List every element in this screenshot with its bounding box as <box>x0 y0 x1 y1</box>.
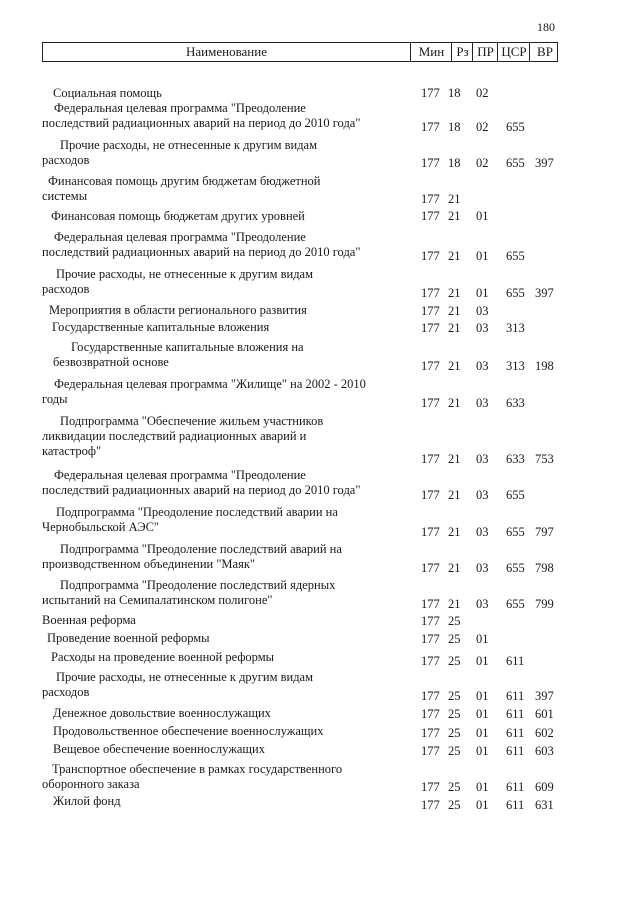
cell-pr: 01 <box>476 744 489 758</box>
row-name: Продовольственное обеспечение военнослужащих <box>53 724 324 738</box>
cell-pr: 03 <box>476 359 489 373</box>
cell-min: 177 <box>421 744 440 758</box>
cell-pr: 03 <box>476 488 489 502</box>
table-header <box>42 42 558 62</box>
cell-min: 177 <box>421 597 440 611</box>
cell-vr: 397 <box>535 689 554 703</box>
cell-pr: 01 <box>476 654 489 668</box>
cell-csr: 655 <box>506 156 525 170</box>
header-csr: ЦСР <box>497 43 530 61</box>
cell-csr: 313 <box>506 359 525 373</box>
cell-vr: 601 <box>535 707 554 721</box>
cell-rz: 18 <box>448 156 461 170</box>
cell-csr: 611 <box>506 780 525 794</box>
cell-csr: 611 <box>506 654 525 668</box>
cell-min: 177 <box>421 726 440 740</box>
cell-csr: 655 <box>506 561 525 575</box>
cell-rz: 21 <box>448 561 461 575</box>
cell-csr: 655 <box>506 525 525 539</box>
cell-vr: 799 <box>535 597 554 611</box>
cell-pr: 01 <box>476 798 489 812</box>
cell-min: 177 <box>421 798 440 812</box>
cell-min: 177 <box>421 780 440 794</box>
cell-min: 177 <box>421 120 440 134</box>
row-name: Мероприятия в области регионального развития <box>49 303 307 317</box>
cell-rz: 21 <box>448 192 461 206</box>
cell-csr: 655 <box>506 488 525 502</box>
cell-min: 177 <box>421 249 440 263</box>
cell-pr: 02 <box>476 156 489 170</box>
cell-rz: 21 <box>448 525 461 539</box>
cell-csr: 611 <box>506 726 525 740</box>
cell-rz: 25 <box>448 707 461 721</box>
cell-rz: 21 <box>448 396 461 410</box>
cell-vr: 397 <box>535 286 554 300</box>
cell-csr: 655 <box>506 597 525 611</box>
cell-csr: 313 <box>506 321 525 335</box>
cell-min: 177 <box>421 707 440 721</box>
cell-pr: 01 <box>476 286 489 300</box>
row-name: Прочие расходы, не отнесенные к другим видам расходов <box>42 670 314 699</box>
cell-pr: 03 <box>476 597 489 611</box>
cell-min: 177 <box>421 321 440 335</box>
cell-rz: 18 <box>448 120 461 134</box>
cell-csr: 633 <box>506 396 525 410</box>
header-name: Наименование <box>186 44 267 59</box>
cell-pr: 03 <box>476 561 489 575</box>
header-min: Мин <box>410 43 452 61</box>
row-name: Проведение военной реформы <box>47 631 210 645</box>
header-vr: ВР <box>529 43 560 61</box>
row-name: Социальная помощь <box>53 86 162 100</box>
cell-csr: 633 <box>506 452 525 466</box>
cell-min: 177 <box>421 561 440 575</box>
cell-vr: 198 <box>535 359 554 373</box>
cell-vr: 798 <box>535 561 554 575</box>
cell-csr: 611 <box>506 744 525 758</box>
cell-rz: 25 <box>448 780 461 794</box>
cell-rz: 25 <box>448 744 461 758</box>
cell-pr: 03 <box>476 321 489 335</box>
cell-rz: 21 <box>448 321 461 335</box>
cell-min: 177 <box>421 192 440 206</box>
row-name: Финансовая помощь другим бюджетам бюджетной системы <box>42 174 321 203</box>
row-name: Подпрограмма "Преодоление последствий ядерных испытаний на Семипалатинском полигоне" <box>42 578 336 607</box>
cell-vr: 797 <box>535 525 554 539</box>
cell-pr: 01 <box>476 632 489 646</box>
cell-min: 177 <box>421 525 440 539</box>
row-name: Денежное довольствие военнослужащих <box>53 706 271 720</box>
row-name: Вещевое обеспечение военнослужащих <box>53 742 265 756</box>
cell-rz: 18 <box>448 86 461 100</box>
cell-vr: 631 <box>535 798 554 812</box>
cell-rz: 25 <box>448 614 461 628</box>
cell-csr: 655 <box>506 120 525 134</box>
row-name: Прочие расходы, не отнесенные к другим видам расходов <box>42 267 314 296</box>
cell-csr: 655 <box>506 286 525 300</box>
row-name: Федеральная целевая программа "Преодоление последствий радиационных аварий на период до 2010 года" <box>42 230 361 259</box>
cell-vr: 397 <box>535 156 554 170</box>
cell-min: 177 <box>421 614 440 628</box>
cell-rz: 21 <box>448 286 461 300</box>
cell-rz: 21 <box>448 452 461 466</box>
row-name: Жилой фонд <box>53 794 121 808</box>
cell-min: 177 <box>421 209 440 223</box>
row-name: Федеральная целевая программа "Преодоление последствий радиационных аварий на период до 2010 года" <box>42 101 361 130</box>
cell-csr: 655 <box>506 249 525 263</box>
page-number: 180 <box>537 20 555 34</box>
cell-pr: 01 <box>476 249 489 263</box>
cell-pr: 01 <box>476 780 489 794</box>
cell-pr: 03 <box>476 525 489 539</box>
row-name: Государственные капитальные вложения на безвозвратной основе <box>53 340 304 369</box>
row-name: Федеральная целевая программа "Жилище" на 2002 - 2010 годы <box>42 377 366 406</box>
cell-rz: 21 <box>448 249 461 263</box>
cell-min: 177 <box>421 452 440 466</box>
row-name: Подпрограмма "Преодоление последствий аварий на производственном объединении "Маяк" <box>42 542 342 571</box>
cell-pr: 03 <box>476 452 489 466</box>
cell-pr: 02 <box>476 120 489 134</box>
row-name: Подпрограмма "Обеспечение жильем участников ликвидации последствий радиационных аварий и катастроф" <box>42 414 324 458</box>
cell-pr: 03 <box>476 304 489 318</box>
cell-vr: 602 <box>535 726 554 740</box>
cell-pr: 01 <box>476 726 489 740</box>
cell-rz: 21 <box>448 359 461 373</box>
cell-vr: 753 <box>535 452 554 466</box>
cell-rz: 21 <box>448 488 461 502</box>
cell-min: 177 <box>421 654 440 668</box>
row-name: Государственные капитальные вложения <box>52 320 270 334</box>
cell-rz: 25 <box>448 726 461 740</box>
cell-min: 177 <box>421 286 440 300</box>
cell-pr: 01 <box>476 689 489 703</box>
cell-vr: 603 <box>535 744 554 758</box>
cell-min: 177 <box>421 488 440 502</box>
cell-csr: 611 <box>506 689 525 703</box>
row-name: Подпрограмма "Преодоление последствий аварии на Чернобыльской АЭС" <box>42 505 338 534</box>
row-name: Прочие расходы, не отнесенные к другим видам расходов <box>42 138 318 167</box>
cell-vr: 609 <box>535 780 554 794</box>
cell-rz: 25 <box>448 798 461 812</box>
cell-pr: 03 <box>476 396 489 410</box>
cell-rz: 25 <box>448 654 461 668</box>
cell-rz: 25 <box>448 632 461 646</box>
row-name: Транспортное обеспечение в рамках государственного оборонного заказа <box>42 762 343 791</box>
cell-pr: 01 <box>476 707 489 721</box>
row-name: Финансовая помощь бюджетам других уровней <box>51 209 305 223</box>
cell-csr: 611 <box>506 707 525 721</box>
cell-min: 177 <box>421 156 440 170</box>
cell-min: 177 <box>421 359 440 373</box>
cell-rz: 21 <box>448 209 461 223</box>
header-rz: Рз <box>451 43 473 61</box>
cell-pr: 01 <box>476 209 489 223</box>
cell-rz: 21 <box>448 597 461 611</box>
cell-rz: 21 <box>448 304 461 318</box>
cell-rz: 25 <box>448 689 461 703</box>
cell-min: 177 <box>421 396 440 410</box>
cell-min: 177 <box>421 304 440 318</box>
row-name: Федеральная целевая программа "Преодоление последствий радиационных аварий на период до 2010 года" <box>42 468 361 497</box>
row-name: Военная реформа <box>42 613 136 627</box>
cell-min: 177 <box>421 632 440 646</box>
cell-csr: 611 <box>506 798 525 812</box>
cell-min: 177 <box>421 86 440 100</box>
row-name: Расходы на проведение военной реформы <box>51 650 275 664</box>
header-pr: ПР <box>472 43 498 61</box>
cell-min: 177 <box>421 689 440 703</box>
cell-pr: 02 <box>476 86 489 100</box>
